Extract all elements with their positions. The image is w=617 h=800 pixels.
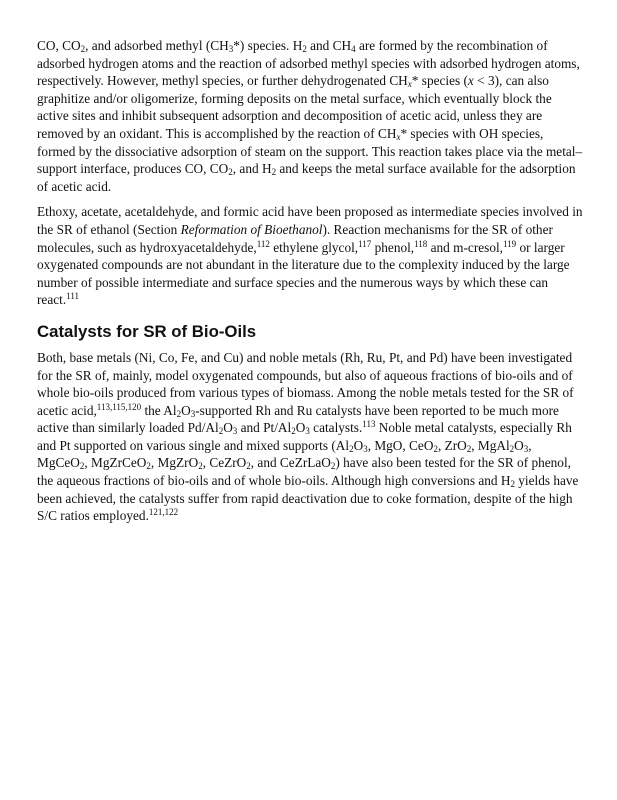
text: * species (	[411, 73, 468, 89]
subscript: 2	[246, 461, 251, 472]
citation-link[interactable]: 112	[256, 238, 270, 249]
subscript: 3	[523, 443, 529, 454]
text: or larger oxygenated compounds are not abundant in the literature due to the complexity induced by the large number of possible intermediate and surface species and the numerous ways by which these can react.	[37, 239, 570, 308]
subscript: 2	[330, 461, 336, 472]
text: phenol,	[371, 239, 415, 255]
text: , MgZrO	[150, 455, 199, 471]
text: ). Reaction mechanisms for the SR of other molecules, such as hydroxyacetaldehyde,	[37, 221, 553, 255]
page-body	[37, 37, 583, 533]
text: *) species. H	[233, 38, 303, 53]
text: yields have been achieved, the catalysts suffer from rapid deactivation due to coke formation, despite of the high S/C ratios employed.	[37, 473, 579, 524]
subscript: 2	[198, 461, 203, 472]
text: and keeps the metal surface available for the adsorption of acetic acid.	[37, 161, 576, 194]
subscript: 2	[510, 479, 515, 490]
citation-link[interactable]: 111	[66, 291, 79, 302]
text: O	[295, 420, 306, 436]
paragraph-catalysts	[37, 349, 583, 525]
paragraph-intermediate-species	[37, 203, 583, 309]
text: , MgAl	[471, 437, 510, 453]
text: Ethoxy, acetate, acetaldehyde, and formic acid have been proposed as intermediate species involved in the SR of ethanol (Section	[37, 204, 583, 237]
paragraph-acetic-acid-mechanism	[37, 37, 583, 195]
text: -supported Rh and Ru catalysts have been reported to be much more active than similarly loaded Pd/Al	[37, 402, 559, 436]
text: CO, CO	[37, 38, 81, 53]
text: catalysts.	[309, 420, 363, 436]
subscript: 4	[351, 44, 356, 54]
text: , MgCeO	[37, 437, 532, 471]
subscript: 3	[305, 426, 310, 437]
text: Both, base metals (Ni, Co, Fe, and Cu) and noble metals (Rh, Ru, Pt, and Pd) have been investigated for the SR of, mainly, model oxygenated compounds, but also of aqueous fractions of bio-oils and of whole bio-oils produced from various types of biomass. Among the noble metals tested for the SR of acetic acid,	[37, 349, 574, 418]
section-reference-link[interactable]: Reformation of Bioethanol	[180, 221, 323, 237]
text: O	[353, 437, 364, 453]
text: O	[223, 420, 233, 436]
subscript: 2	[271, 167, 277, 178]
text: ethylene glycol,	[269, 239, 359, 255]
citation-link[interactable]: 117	[358, 238, 372, 249]
citation-link[interactable]: 119	[503, 238, 517, 249]
text: and CH	[306, 38, 352, 53]
subscript: 2	[349, 443, 354, 454]
text: , MgO, CeO	[367, 437, 434, 453]
subscript: 2	[79, 461, 85, 472]
italic-variable: x	[467, 73, 474, 89]
text: and m-cresol,	[427, 239, 504, 255]
text: the Al	[141, 402, 177, 418]
text: * species with OH species, formed by the dissociative adsorption of steam on the support. This reaction takes place via the metal–support interface, produces CO, CO	[37, 125, 583, 177]
subscript: 3	[190, 408, 196, 419]
text: , MgZrCeO	[84, 455, 147, 471]
citation-link[interactable]: 113,115,120	[96, 401, 142, 412]
citation-link[interactable]: 121,122	[148, 507, 179, 518]
subscript: 2	[218, 426, 224, 437]
text: , CeZrO	[202, 455, 247, 471]
subscript: 2	[302, 44, 307, 54]
subscript: 2	[176, 408, 182, 419]
subscript: 2	[291, 426, 296, 437]
text: O	[181, 402, 191, 418]
subscript: 2	[509, 443, 515, 454]
text: Noble metal catalysts, especially Rh and Pt supported on various single and mixed supports (Al	[37, 420, 572, 453]
text: ) have also been tested for the SR of phenol, the aqueous fractions of bio-oils and of whole bio-oils. Although high conversions and H	[37, 455, 571, 489]
citation-link[interactable]: 113	[362, 419, 376, 430]
section-heading: Catalysts for SR of Bio-Oils	[37, 321, 257, 341]
text: O	[514, 437, 524, 453]
subscript: 2	[80, 44, 86, 54]
subscript: 3	[228, 44, 234, 54]
text: , and adsorbed methyl (CH	[85, 38, 229, 53]
text: and Pt/Al	[237, 420, 292, 436]
subscript: 2	[433, 443, 438, 454]
text: , and H	[232, 161, 272, 177]
text: are formed by the recombination of adsorbed hydrogen atoms and the reaction of adsorbed methyl species with adsorbed hydrogen atoms, respectively. However, methyl species, or further dehydrogenated CH	[37, 38, 580, 89]
subscript: 3	[363, 443, 368, 454]
subscript: 2	[228, 167, 233, 178]
subscript: 2	[466, 443, 472, 454]
subscript: 3	[232, 426, 238, 437]
text: < 3), can also graphitize and/or oligomerize, forming deposits on the metal surface, which eventually block the active sites and inhibit subsequent adsorption and decomposition of acetic acid, unless they are removed by an oxidant. This is accomplished by the reaction of CH	[37, 73, 552, 141]
subscript: 2	[146, 461, 151, 472]
citation-link[interactable]: 118	[414, 238, 428, 249]
text: , ZrO	[437, 437, 467, 453]
text: , and CeZrLaO	[250, 455, 331, 471]
subscript: x	[407, 79, 412, 90]
subscript: x	[396, 131, 401, 142]
